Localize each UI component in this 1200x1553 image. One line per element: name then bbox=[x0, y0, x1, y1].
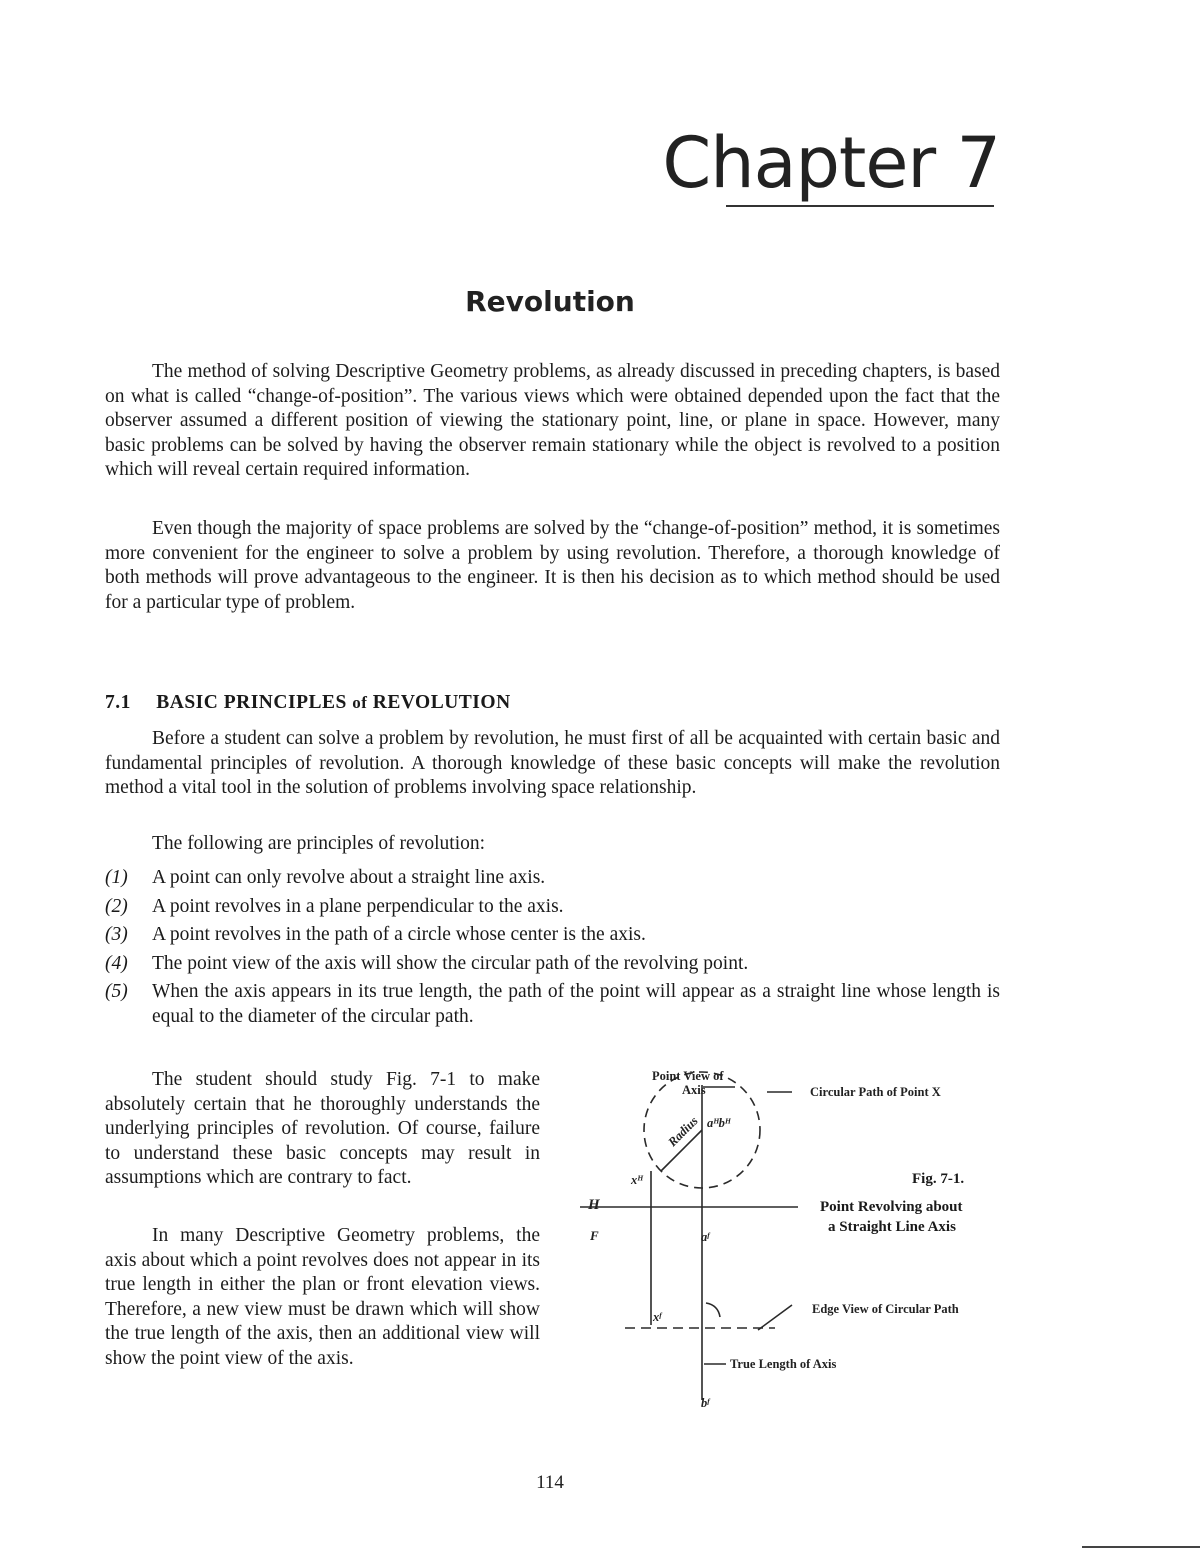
label-radius: Radius bbox=[665, 1113, 701, 1150]
label-h: H bbox=[588, 1197, 600, 1213]
section-heading-part-2: of bbox=[352, 693, 368, 712]
label-point-view-line-1: Point View of bbox=[652, 1069, 724, 1083]
list-item-text: A point revolves in a plane perpendicular to the axis. bbox=[152, 895, 564, 917]
figure-7-1 bbox=[580, 1035, 1020, 1430]
revolution-arc bbox=[706, 1303, 720, 1317]
column-paragraph-1: The student should study Fig. 7-1 to make absolutely certain that he thoroughly understands the underlying principles of revolution. Of course, failure to understand these basic concepts may result in assumptions which are contrary to fact. bbox=[105, 1069, 540, 1189]
list-item bbox=[105, 980, 1000, 1029]
list-item bbox=[105, 866, 1000, 891]
chapter-title: Chapter 7 bbox=[662, 122, 1000, 204]
section-paragraph-2: The following are principles of revolution: bbox=[152, 833, 486, 854]
list-item-text: The point view of the axis will show the circular path of the revolving point. bbox=[152, 952, 749, 974]
label-f: F bbox=[590, 1228, 599, 1243]
scan-edge-mark bbox=[1082, 1546, 1200, 1548]
section-heading-part-1: BASIC PRINCIPLES bbox=[156, 692, 347, 713]
intro-paragraph-1: The method of solving Descriptive Geometry problems, as already discussed in preceding chapters, is based on what is called “change-of-position”. The various views which were obtained depended upon the fact that the observer assumed a different position of viewing the stationary point, line, or plane in space. However, many basic problems can be solved by having the observer remain stationary while the object is revolved to a position which will reveal certain required information. bbox=[105, 361, 1000, 481]
list-item-number: (1) bbox=[105, 867, 128, 888]
list-item-number: (2) bbox=[105, 895, 128, 917]
list-item bbox=[105, 895, 1000, 920]
chapter-title-underline bbox=[726, 205, 994, 207]
label-ab-h: aᴴbᴴ bbox=[707, 1116, 731, 1130]
figure-caption-line-1: Point Revolving about bbox=[820, 1199, 963, 1215]
list-item-text: When the axis appears in its true length, the path of the point will appear as a straight line whose length is equal to the diameter of the circular path. bbox=[152, 981, 1000, 1027]
label-x-h: xᴴ bbox=[631, 1173, 643, 1187]
label-true-length: True Length of Axis bbox=[730, 1357, 837, 1371]
list-item bbox=[105, 923, 1000, 948]
list-item-number: (4) bbox=[105, 952, 128, 974]
leader-edge-view bbox=[758, 1305, 792, 1330]
list-item-number: (3) bbox=[105, 924, 128, 946]
section-paragraph-1: Before a student can solve a problem by revolution, he must first of all be acquainted with certain basic and fundamental principles of revolution. A thorough knowledge of these basic concepts will make the revolution method a vital tool in the solution of problems involving space relationship. bbox=[105, 728, 1000, 799]
section-heading-part-3: REVOLUTION bbox=[372, 692, 511, 713]
column-paragraph-2: In many Descriptive Geometry problems, the axis about which a point revolves does not appear in its true length in either the plan or front elevation views. Therefore, a new view must be drawn which will show the true length of the axis, then an additional view will show the point view of the axis. bbox=[105, 1225, 540, 1369]
principles-list bbox=[105, 866, 1000, 1034]
list-item bbox=[105, 952, 1000, 977]
list-item-text: A point revolves in the path of a circle whose center is the axis. bbox=[152, 924, 646, 946]
figure-caption-number: Fig. 7-1. bbox=[912, 1171, 965, 1187]
label-x-f: xᶠ bbox=[653, 1310, 662, 1324]
label-edge-view: Edge View of Circular Path bbox=[812, 1302, 959, 1316]
list-item-number: (5) bbox=[105, 981, 128, 1003]
section-7-1-heading bbox=[105, 692, 511, 714]
page-number: 114 bbox=[536, 1472, 564, 1493]
section-title: Revolution bbox=[465, 285, 635, 318]
section-number: 7.1 bbox=[105, 692, 131, 713]
label-a-f: aᶠ bbox=[701, 1230, 710, 1244]
list-item-text: A point can only revolve about a straight line axis. bbox=[152, 867, 546, 888]
label-point-view-line-2: Axis bbox=[682, 1083, 706, 1097]
figure-caption-line-2: a Straight Line Axis bbox=[828, 1219, 956, 1235]
label-b-f: bᶠ bbox=[701, 1396, 710, 1410]
intro-paragraph-2: Even though the majority of space problems are solved by the “change-of-position” method, it is sometimes more convenient for the engineer to solve a problem by using revolution. Therefore, a thorough knowledge of both methods will prove advantageous to the engineer. It is then his decision as to which method should be used for a particular type of problem. bbox=[105, 518, 1000, 613]
label-circular-path: Circular Path of Point X bbox=[810, 1085, 941, 1099]
